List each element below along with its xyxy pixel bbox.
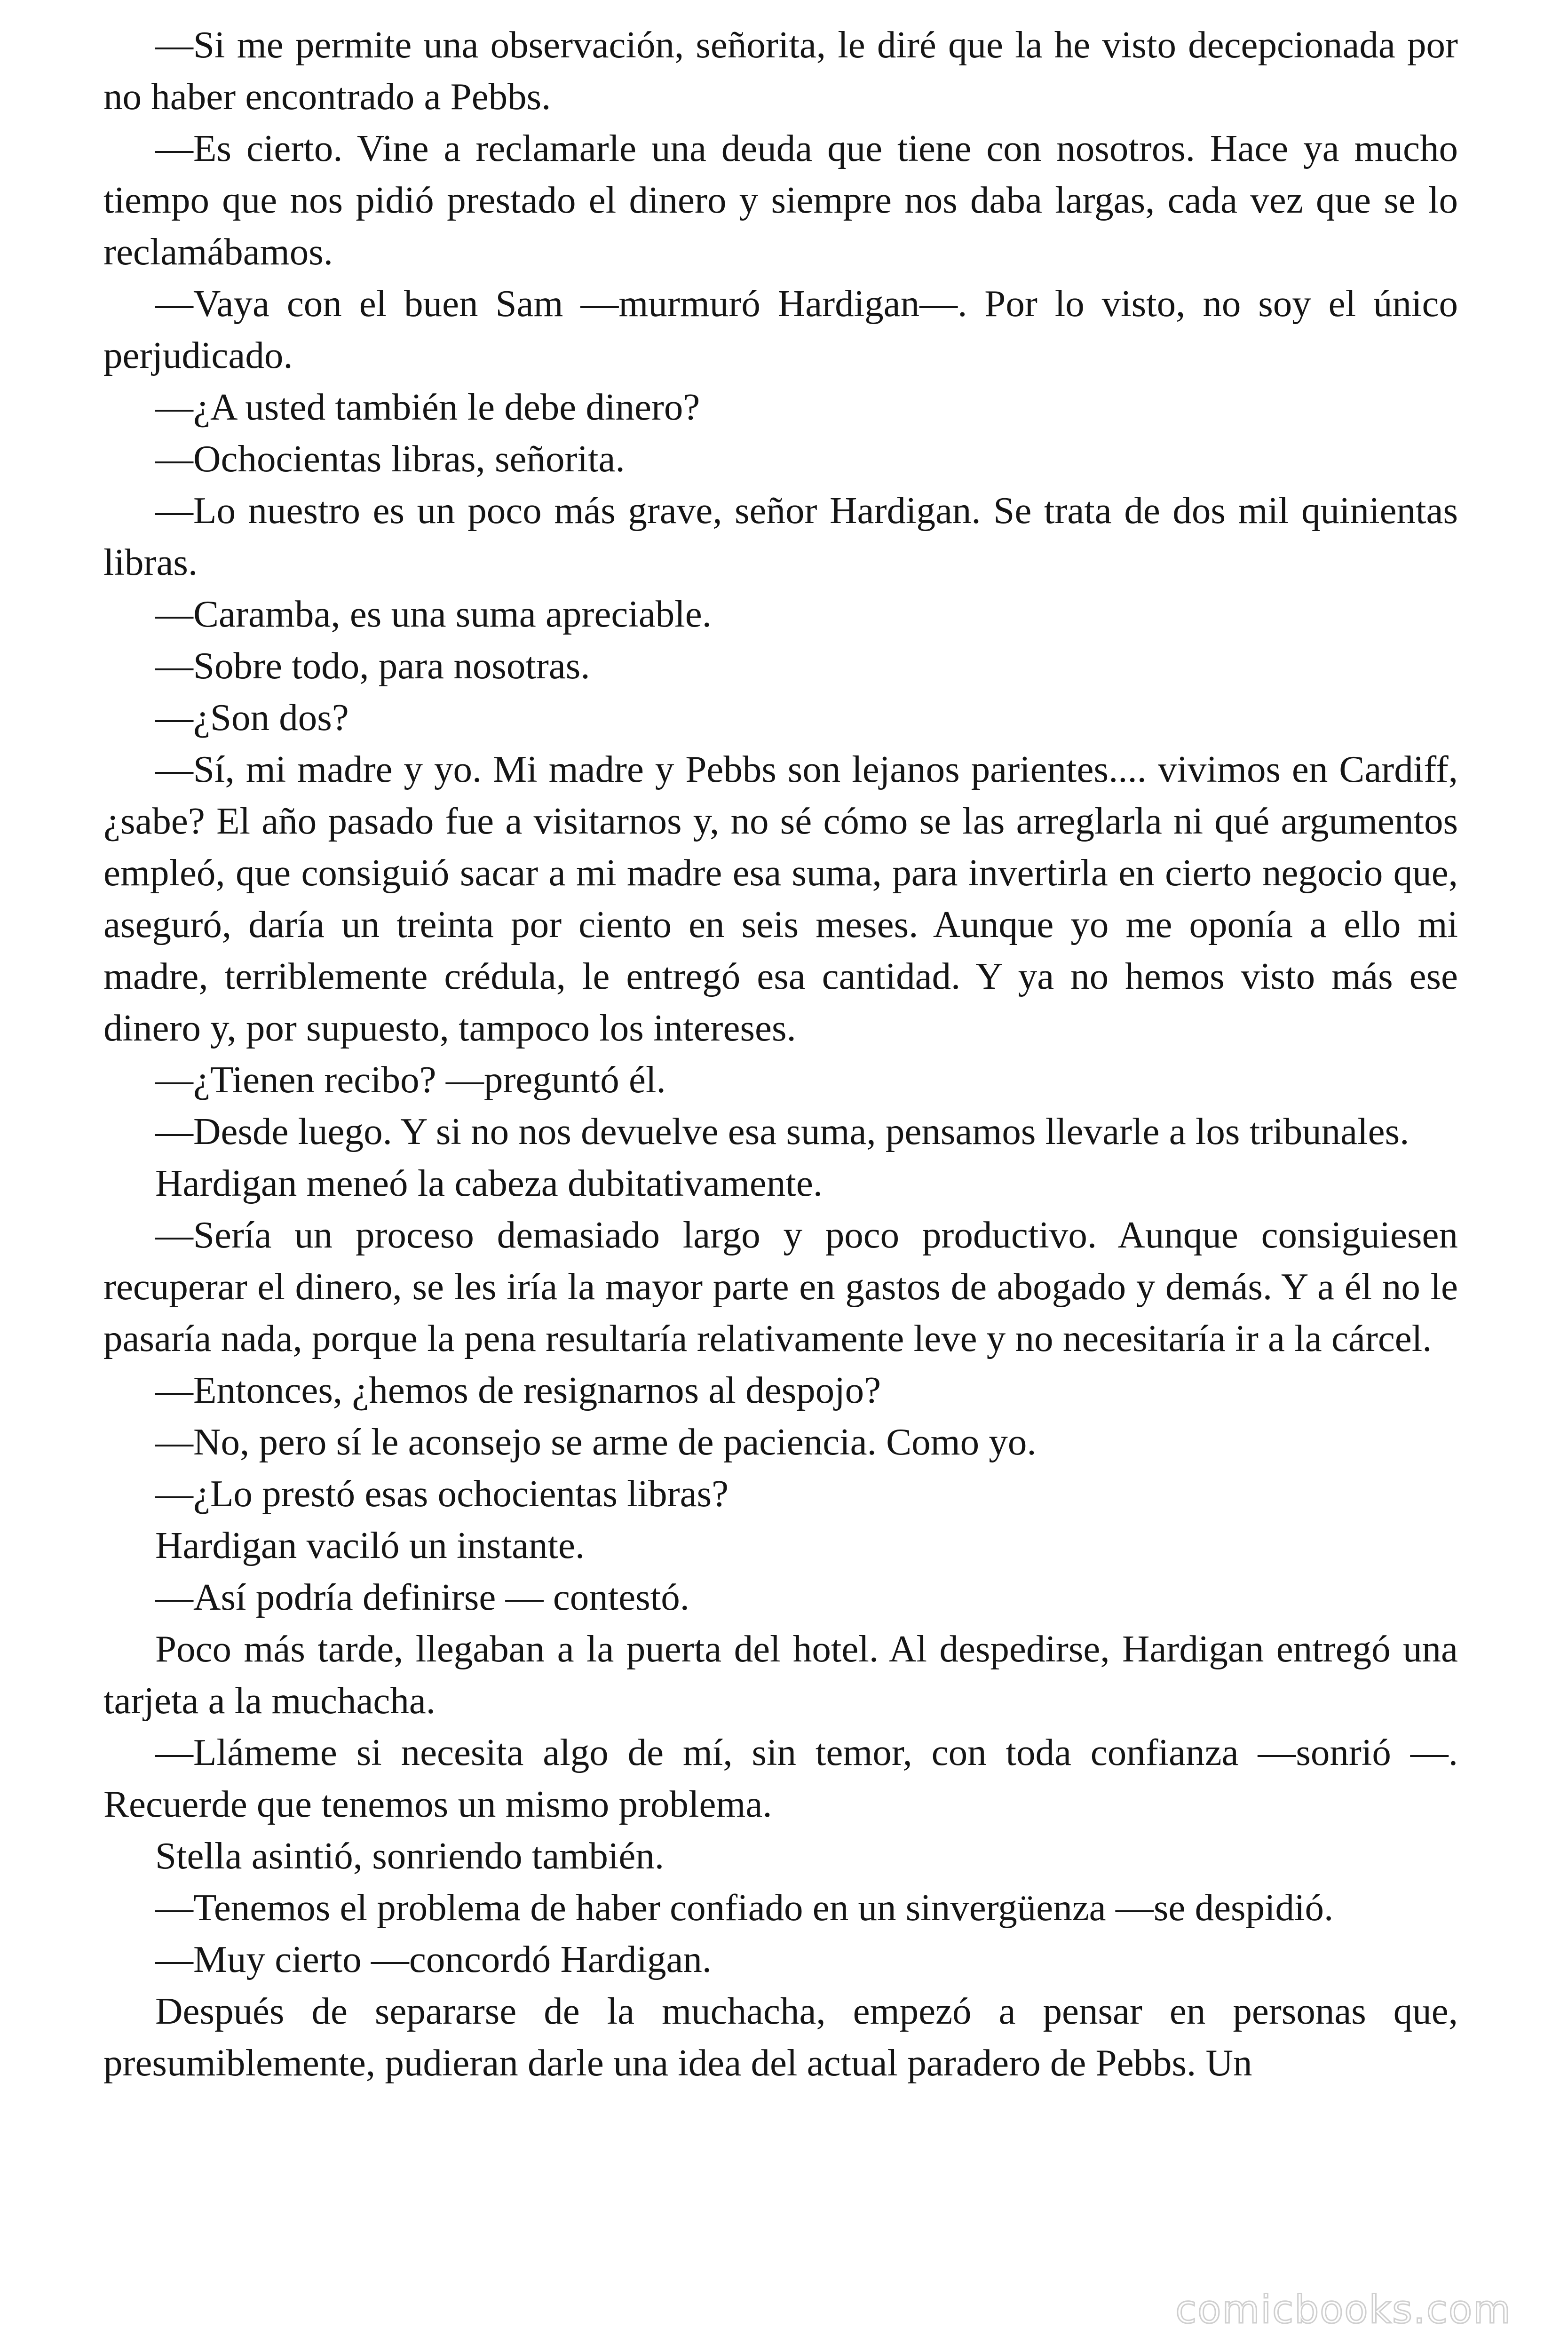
paragraph: Después de separarse de la muchacha, empezó a pensar en personas que, presumiblemente, pudieran darle una idea del actual paradero de Pebbs. Un	[103, 1990, 1458, 2084]
watermark: comicbooks.com	[1175, 2288, 1512, 2332]
paragraph: —Muy cierto —concordó Hardigan.	[155, 1938, 712, 1980]
paragraph: Stella asintió, sonriendo también.	[155, 1835, 665, 1877]
paragraph: —Así podría definirse — contestó.	[155, 1576, 690, 1618]
document-page	[103, 19, 1458, 2314]
paragraph: —Caramba, es una suma apreciable.	[155, 593, 712, 635]
paragraph: —Si me permite una observación, señorita, le diré que la he visto decepcionada por no haber encontrado a Pebbs.	[103, 24, 1458, 118]
paragraph: —¿Son dos?	[155, 696, 349, 739]
paragraph: —¿Tienen recibo? —preguntó él.	[155, 1058, 666, 1101]
paragraph: Hardigan meneó la cabeza dubitativamente.	[155, 1162, 823, 1204]
paragraph: —Es cierto. Vine a reclamarle una deuda que tiene con nosotros. Hace ya mucho tiempo que nos pidió prestado el dinero y siempre nos daba largas, cada vez que se lo reclamábamos.	[103, 127, 1458, 273]
paragraph: —Entonces, ¿hemos de resignarnos al despojo?	[155, 1369, 881, 1411]
paragraph: —¿Lo prestó esas ochocientas libras?	[155, 1472, 729, 1515]
paragraph: —¿A usted también le debe dinero?	[155, 386, 700, 428]
paragraph: —Lo nuestro es un poco más grave, señor Hardigan. Se trata de dos mil quinientas libras.	[103, 489, 1458, 583]
paragraph: —No, pero sí le aconsejo se arme de paciencia. Como yo.	[155, 1421, 1037, 1463]
paragraph: —Desde luego. Y si no nos devuelve esa suma, pensamos llevarle a los tribunales.	[155, 1110, 1410, 1152]
paragraph: —Ochocientas libras, señorita.	[155, 437, 625, 480]
paragraph: —Llámeme si necesita algo de mí, sin temor, con toda confianza —sonrió —. Recuerde que tenemos un mismo problema.	[103, 1731, 1458, 1825]
paragraph: Hardigan vaciló un instante.	[155, 1524, 585, 1566]
paragraph: —Sobre todo, para nosotras.	[155, 644, 590, 687]
paragraph: Poco más tarde, llegaban a la puerta del hotel. Al despedirse, Hardigan entregó una tarjeta a la muchacha.	[103, 1628, 1458, 1722]
paragraph: —Vaya con el buen Sam —murmuró Hardigan—. Por lo visto, no soy el único perjudicado.	[103, 282, 1458, 376]
paragraph: —Sería un proceso demasiado largo y poco productivo. Aunque consiguiesen recuperar el dinero, se les iría la mayor parte en gastos de abogado y demás. Y a él no le pasaría nada, porque la pena resultaría relativamente leve y no necesitaría ir a la cárcel.	[103, 1214, 1458, 1359]
paragraph: —Sí, mi madre y yo. Mi madre y Pebbs son lejanos parientes.... vivimos en Cardiff, ¿sabe? El año pasado fue a visitarnos y, no sé cómo se las arreglarla ni qué argumentos empleó, que consiguió sacar a mi madre esa suma, para invertirla en cierto negocio que, aseguró, daría un treinta por ciento en seis meses. Aunque yo me oponía a ello mi madre, terriblemente crédula, le entregó esa cantidad. Y ya no hemos visto más ese dinero y, por supuesto, tampoco los intereses.	[103, 748, 1458, 1049]
paragraph: —Tenemos el problema de haber confiado en un sinvergüenza —se despidió.	[155, 1886, 1334, 1929]
